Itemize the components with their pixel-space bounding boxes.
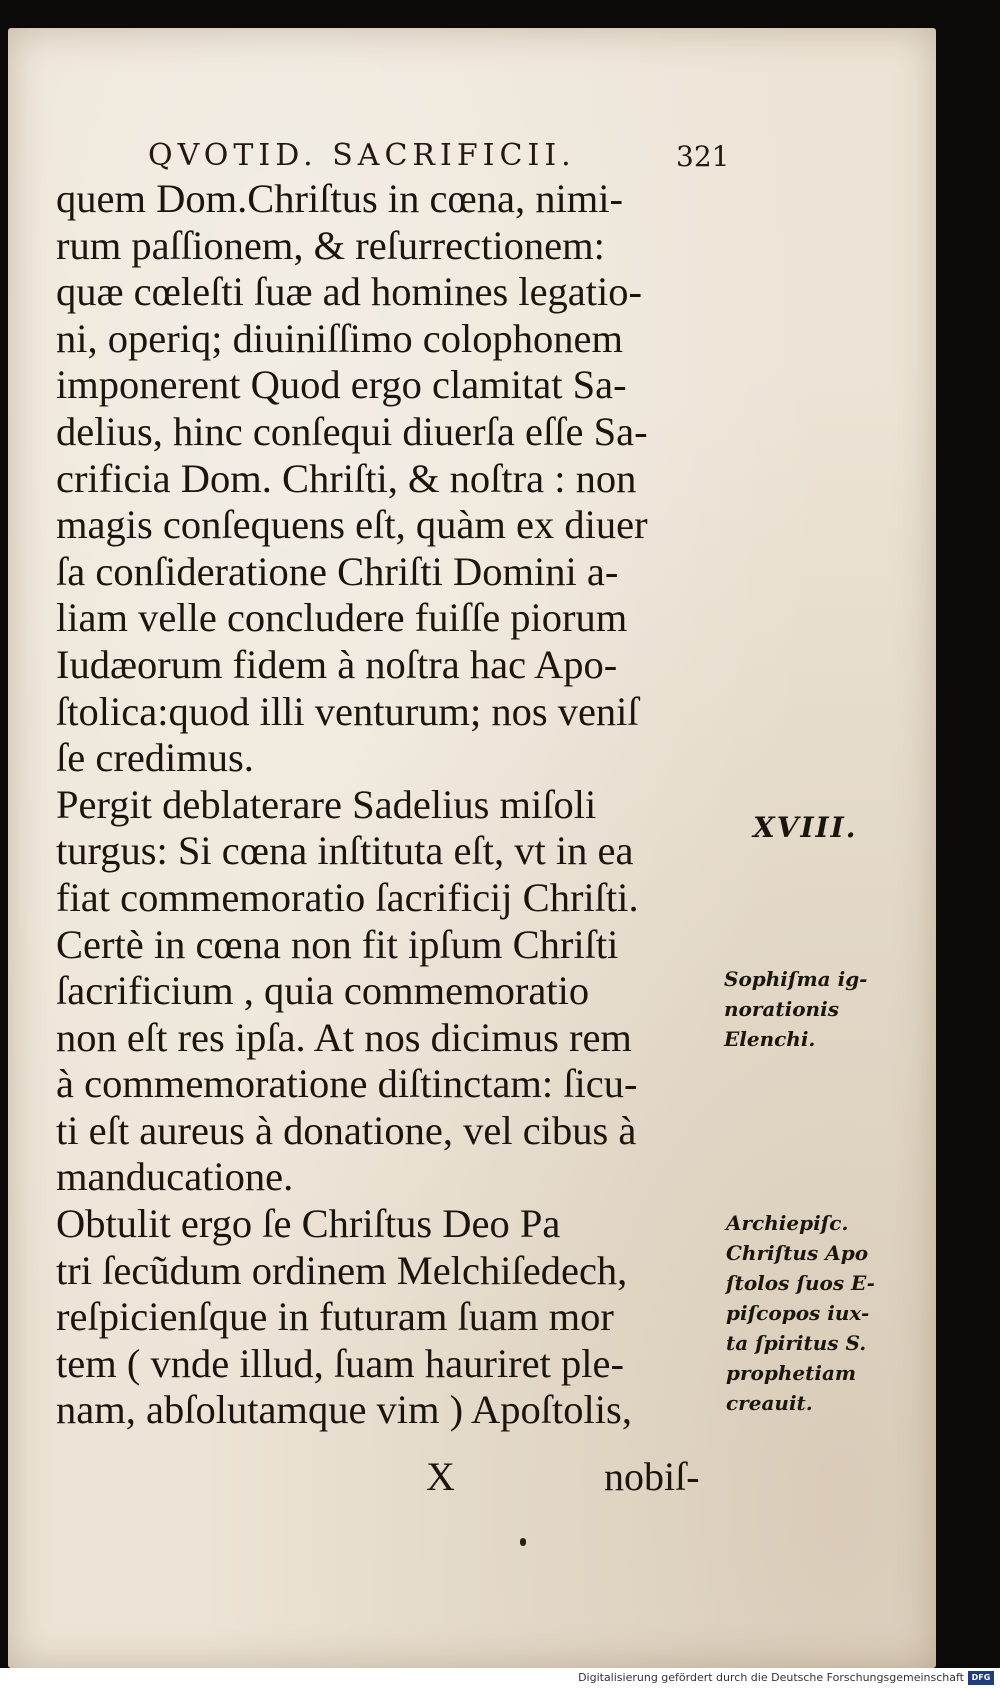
- text-line: fiat commemoratio ſacrificij Chriſti.: [56, 874, 639, 920]
- margin-note-line: Archiepiſc.: [726, 1211, 849, 1235]
- credit-bar: [0, 1668, 1000, 1689]
- text-line: delius, hinc conſequi diuerſa eſſe Sa-: [56, 408, 648, 454]
- text-line: Iudæorum fidem à noſtra hac Apo-: [56, 641, 618, 687]
- text-line: rum paſſionem, & reſurrectionem:: [56, 222, 605, 268]
- margin-note-line: creauit.: [726, 1391, 813, 1415]
- text-line: tri ſecũdum ordinem Melchiſedech,: [56, 1247, 628, 1293]
- text-line: non eſt res ipſa. At nos dicimus rem: [56, 1014, 632, 1060]
- digitization-credit: Digitalisierung gefördert durch die Deutsche Forschungsgemeinschaft: [578, 1671, 964, 1684]
- margin-note-archiepisc: [726, 1208, 875, 1418]
- running-head: QVOTID. SACRIFICII.: [148, 138, 576, 173]
- text-line: manducatione.: [56, 1154, 294, 1200]
- text-line: ſe credimus.: [56, 735, 254, 781]
- text-line: crificia Dom. Chriſti, & noſtra : non: [56, 455, 637, 501]
- text-line: tem ( vnde illud, ſuam hauriret ple-: [56, 1340, 624, 1386]
- text-line: ti eſt aureus à donatione, vel cibus à: [56, 1107, 637, 1153]
- page-number: 321: [676, 140, 730, 173]
- text-line: reſpicienſque in futuram ſuam mor: [56, 1294, 614, 1340]
- text-line: Pergit deblaterare Sadelius miſoli: [56, 781, 597, 827]
- text-line: ſacrificium , quia commemoratio: [56, 968, 590, 1014]
- book-page: [8, 28, 936, 1668]
- catchword: nobiſ-: [604, 1454, 700, 1499]
- margin-note-line: piſcopos iux-: [726, 1301, 870, 1325]
- text-line: ni, operiq; diuiniſſimo colophonem: [56, 315, 623, 361]
- body-text: [56, 176, 736, 1434]
- text-line: nam, abſolutamque vim ) Apoſtolis,: [56, 1387, 632, 1433]
- text-line: ſa conſideratione Chriſti Domini a-: [56, 548, 619, 594]
- margin-note-line: Chriſtus Apo: [726, 1241, 869, 1265]
- text-line: liam velle concludere fuiſſe piorum: [56, 595, 628, 641]
- text-line: Obtulit ergo ſe Chriſtus Deo Pa: [56, 1201, 561, 1247]
- margin-note-line: ta ſpiritus S.: [726, 1331, 867, 1355]
- margin-section-number: XVIII.: [753, 811, 858, 844]
- text-line: quæ cœleſti ſuæ ad homines legatio-: [56, 269, 643, 315]
- text-line: ſtolica:quod illi venturum; nos veniſ: [56, 688, 639, 734]
- text-line: turgus: Si cœna inſtituta eſt, vt in ea: [56, 828, 634, 874]
- text-line: Certè in cœna non fit ipſum Chriſti: [56, 921, 619, 967]
- margin-note-line: Sophiſma ig-: [724, 967, 868, 991]
- text-line: à commemoratione diſtinctam: ſicu-: [56, 1061, 638, 1107]
- text-line: imponerent Quod ergo clamitat Sa-: [56, 362, 627, 408]
- margin-note-line: Elenchi.: [724, 1027, 816, 1051]
- text-line: quem Dom.Chriſtus in cœna, nimi-: [56, 176, 623, 221]
- text-line: magis conſequens eſt, quàm ex diuer: [56, 502, 648, 548]
- margin-note-sophisma: [724, 964, 867, 1054]
- margin-note-line: ſtolos ſuos E-: [726, 1271, 875, 1295]
- margin-note-line: prophetiam: [726, 1361, 857, 1385]
- dfg-logo: DFG: [968, 1671, 994, 1685]
- margin-note-line: norationis: [724, 997, 839, 1021]
- signature-mark: X: [426, 1454, 455, 1499]
- ink-dot: [520, 1538, 526, 1546]
